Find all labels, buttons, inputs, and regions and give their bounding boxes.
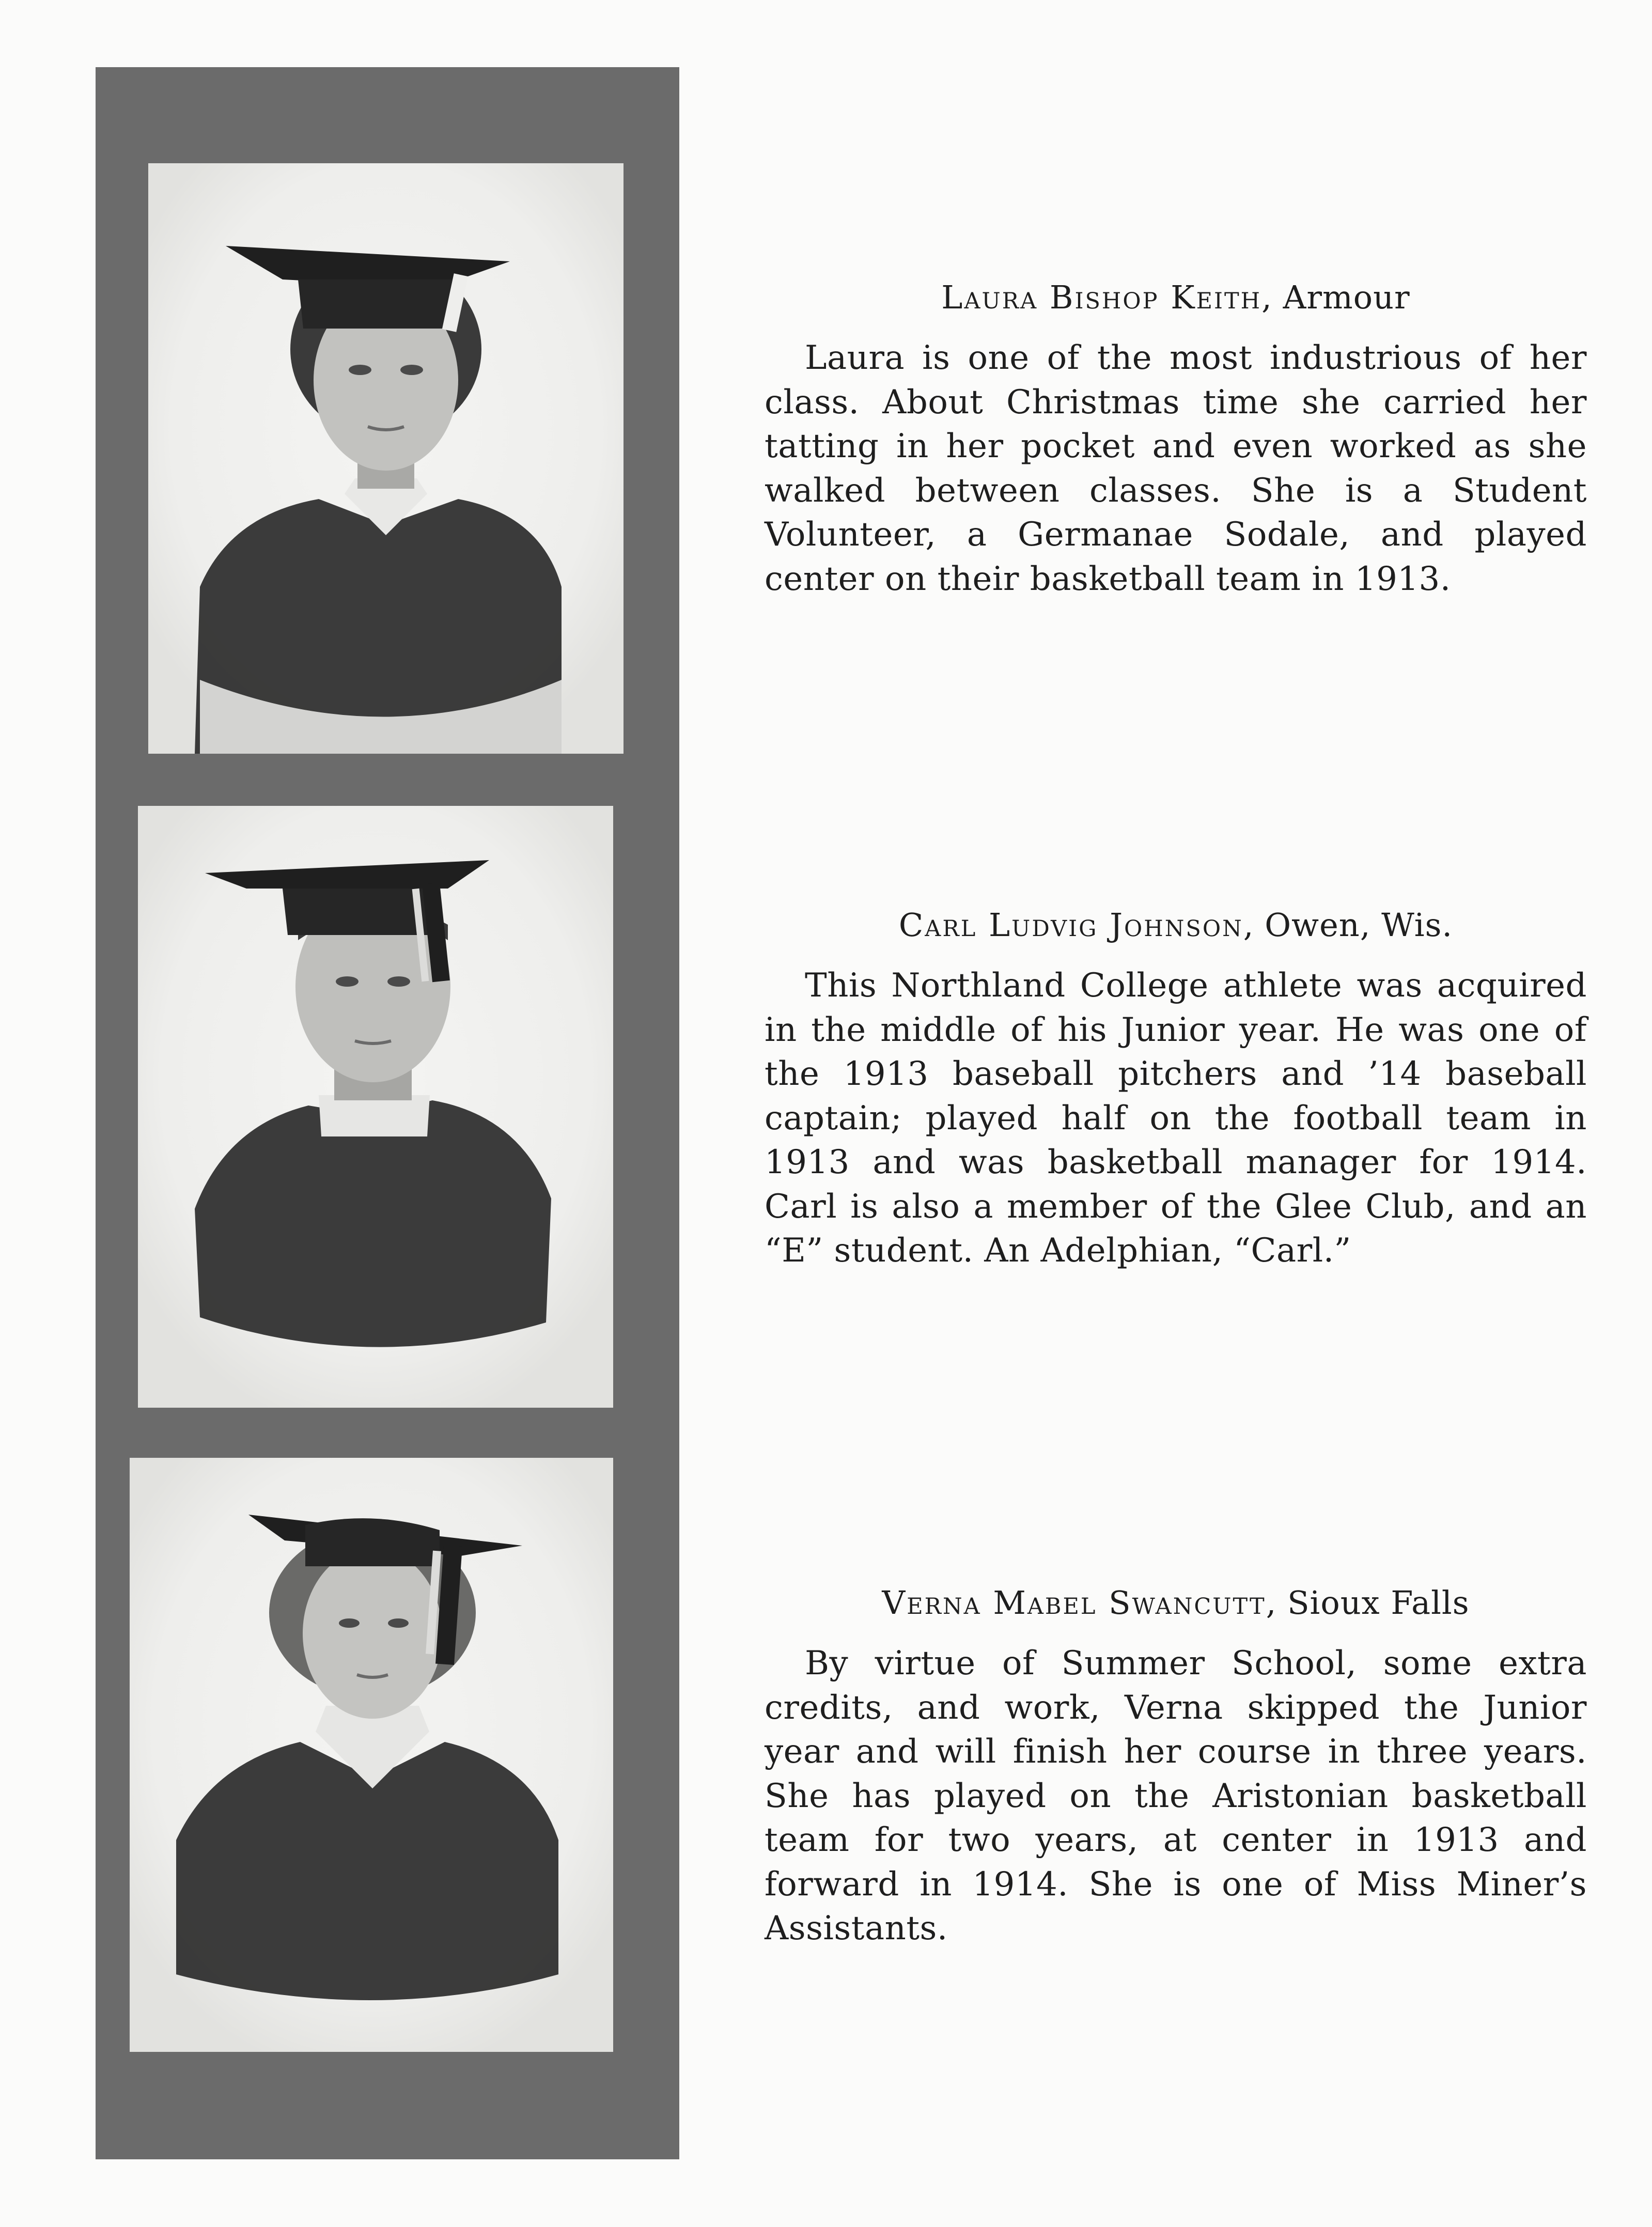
student-bio: This Northland College athlete was acquired in the middle of his Junior year. He was one of the 1913 baseball pitchers and ’14 baseball captain; played half on the football team in 1913 and was basketball manager for 1914. Carl is also a member of the Glee Club, and an “E” student. An Adelphian, “Carl.”	[765, 967, 1587, 1270]
portrait-verna-mabel-swancutt	[130, 1458, 613, 2052]
entry-heading: Carl Ludvig Johnson, Owen, Wis.	[898, 906, 1453, 944]
student-bio: Laura is one of the most industrious of her class. About Christmas time she carried her tatting in her pocket and even worked as she walked between classes. She is a Student Volunteer, a Germanae Sodale, and played center on their basketball team in 1913.	[765, 339, 1587, 598]
student-name: Laura Bishop Keith	[941, 278, 1262, 316]
student-name: Carl Ludvig Johnson	[898, 906, 1243, 944]
student-bio: By virtue of Summer School, some extra credits, and work, Verna skipped the Junior year and will finish her course in three years. She has played on the Aristonian basketball team for two years, at center in 1913 and forward in 1914. She is one of Miss Miner’s Assistants.	[765, 1644, 1587, 1948]
student-hometown: Sioux Falls	[1287, 1584, 1470, 1622]
portrait-image	[148, 163, 624, 754]
entry-heading: Verna Mabel Swancutt, Sioux Falls	[882, 1584, 1470, 1622]
bio-entry	[765, 276, 1587, 601]
student-name: Verna Mabel Swancutt	[882, 1584, 1266, 1622]
portrait-carl-ludvig-johnson	[138, 806, 613, 1408]
portrait-image	[138, 806, 613, 1408]
bio-entry	[765, 1582, 1587, 1951]
portrait-laura-bishop-keith	[148, 163, 624, 754]
portrait-image	[130, 1458, 613, 2052]
photo-strip	[96, 67, 679, 2159]
student-hometown: Armour	[1283, 278, 1410, 316]
student-hometown: Owen, Wis.	[1265, 906, 1453, 944]
bio-entry	[765, 904, 1587, 1273]
entry-heading: Laura Bishop Keith, Armour	[941, 278, 1410, 316]
